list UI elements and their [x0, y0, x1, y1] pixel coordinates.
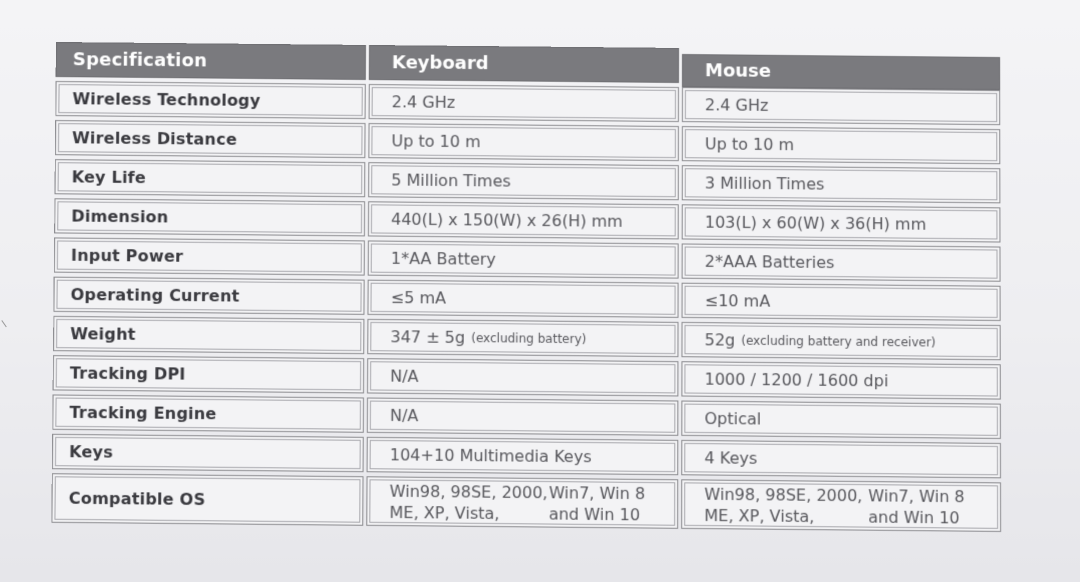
keyboard-value: ≤5 mA — [367, 280, 678, 318]
page-edge-mark — [1, 317, 11, 328]
keyboard-value: 2.4 GHz — [369, 84, 679, 122]
keyboard-value: N/A — [367, 358, 678, 396]
mouse-value — [681, 479, 1001, 532]
keyboard-value — [367, 319, 678, 357]
mouse-value: Up to 10 m — [682, 126, 1000, 164]
keyboard-value: Up to 10 m — [368, 123, 679, 161]
spec-label: Dimension — [54, 198, 365, 236]
header-specification: Specification — [56, 42, 366, 80]
spec-label: Tracking Engine — [52, 394, 364, 432]
spec-table — [51, 42, 1002, 536]
keyboard-os-line-2: Win7, Win 8 and Win 10 — [548, 482, 646, 524]
mouse-weight: 52g — [704, 330, 736, 350]
mouse-os-line-1: Win98, 98SE, 2000, ME, XP, Vista, — [704, 484, 863, 526]
mouse-value: 2*AAA Batteries — [682, 243, 1001, 281]
header-mouse: Mouse — [682, 54, 1000, 90]
spec-label: Key Life — [55, 159, 366, 197]
spec-label: Keys — [52, 434, 364, 472]
keyboard-weight: 347 ± 5g — [390, 327, 466, 348]
keyboard-value: 1*AA Battery — [368, 240, 679, 278]
spec-label: Wireless Technology — [55, 81, 365, 119]
spec-label: Tracking DPI — [53, 355, 365, 393]
spec-label: Operating Current — [53, 277, 364, 315]
mouse-value: 3 Million Times — [682, 165, 1001, 203]
mouse-value: ≤10 mA — [682, 283, 1001, 321]
keyboard-value — [366, 476, 678, 529]
keyboard-value: 5 Million Times — [368, 162, 679, 200]
table-row — [51, 473, 1002, 536]
spec-label: Input Power — [54, 237, 365, 275]
mouse-weight-note: (excluding battery and receiver) — [741, 333, 936, 350]
header-keyboard: Keyboard — [369, 45, 679, 83]
mouse-value: 1000 / 1200 / 1600 dpi — [681, 361, 1000, 399]
keyboard-os-line-1: Win98, 98SE, 2000, ME, XP, Vista, — [389, 481, 548, 523]
keyboard-value: N/A — [367, 398, 679, 436]
keyboard-weight-note: (excluding battery) — [471, 330, 587, 346]
spec-label: Compatible OS — [51, 473, 363, 526]
mouse-value: 2.4 GHz — [682, 87, 1000, 125]
spec-label: Weight — [53, 316, 364, 354]
mouse-os-line-2: Win7, Win 8 and Win 10 — [868, 485, 965, 527]
mouse-value: 4 Keys — [681, 440, 1001, 478]
mouse-value — [681, 322, 1000, 360]
mouse-value: Optical — [681, 401, 1001, 439]
mouse-value: 103(L) x 60(W) x 36(H) mm — [682, 204, 1001, 242]
keyboard-value: 440(L) x 150(W) x 26(H) mm — [368, 201, 679, 239]
keyboard-value: 104+10 Multimedia Keys — [367, 437, 679, 475]
spec-label: Wireless Distance — [55, 120, 366, 158]
